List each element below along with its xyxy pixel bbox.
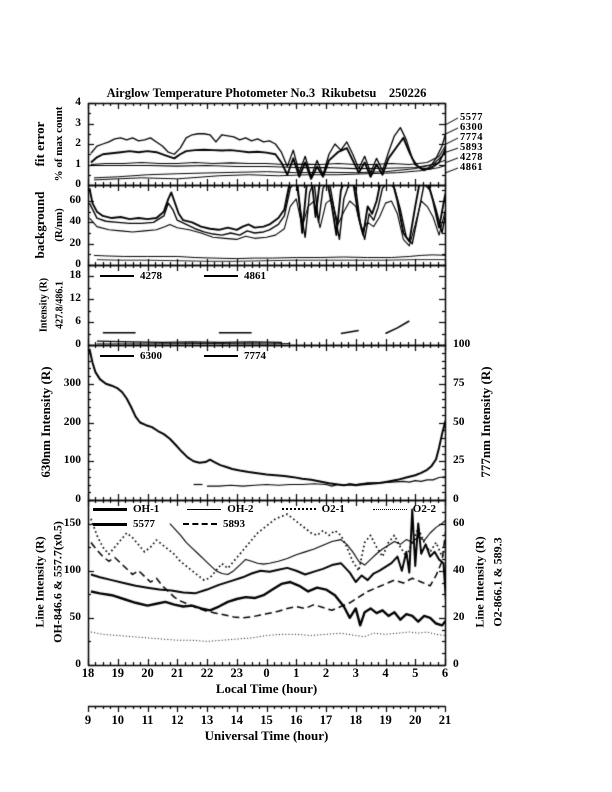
- legend-line-sample: [93, 508, 127, 511]
- legend-line-sample: [187, 509, 221, 510]
- x2tick-label: 17: [319, 713, 333, 727]
- ytick-label: 0: [75, 658, 81, 670]
- xtick-label: 20: [141, 666, 154, 680]
- ytick-label: 0: [453, 493, 459, 505]
- xtick-label: 3: [352, 666, 359, 680]
- legend-line-sample: [373, 509, 407, 510]
- legend-item: [282, 503, 345, 515]
- legend-line-sample: [282, 508, 316, 510]
- ytick-label: 3: [75, 116, 81, 129]
- p5-ylabel-left-inner: OH-846.6 & 557.7(x0.5): [50, 521, 65, 643]
- x2tick-label: 9: [84, 713, 92, 727]
- p1-ylabel-outer: fit error: [32, 121, 47, 167]
- ytick-label: 75: [453, 376, 465, 389]
- legend-row: [93, 503, 464, 515]
- ytick-label: 60: [453, 516, 465, 529]
- legend-line-sample: [100, 355, 134, 357]
- ytick-label: 200: [63, 415, 81, 428]
- x2tick-label: 11: [141, 713, 154, 727]
- xtick-label: 2: [322, 666, 330, 680]
- p3-ylabel-inner: 427.8/486.1: [54, 281, 66, 329]
- legend-item: [93, 518, 155, 530]
- series-fan-label: 7774: [460, 132, 483, 144]
- ytick-label: 0: [75, 493, 81, 505]
- x2-axis-title: Universal Time (hour): [204, 728, 329, 743]
- xtick-label: 23: [230, 666, 243, 680]
- ytick-label: 100: [63, 454, 81, 467]
- p4-ylabel-right: 777nm Intensity (R): [478, 366, 493, 478]
- legend-line-sample: [93, 523, 127, 526]
- x2tick-label: 18: [349, 713, 362, 727]
- ytick-label: 0: [75, 338, 81, 350]
- xtick-label: 1: [293, 666, 300, 680]
- legend-row: [100, 350, 308, 362]
- series-fan-label: 4861: [460, 161, 483, 173]
- x2tick-label: 14: [230, 713, 243, 727]
- legend-item: [100, 270, 162, 282]
- legend-item: [204, 350, 266, 362]
- legend-row: [93, 518, 273, 530]
- ytick-label: 2: [75, 137, 81, 149]
- ytick-label: 150: [63, 516, 81, 529]
- ytick-label: 1: [75, 157, 81, 170]
- xtick-label: 22: [200, 666, 214, 680]
- xtick-label: 19: [111, 666, 124, 680]
- ytick-label: 20: [453, 610, 465, 623]
- legend-item: [93, 503, 159, 515]
- legend-label: OH-2: [227, 503, 254, 515]
- ytick-label: 50: [453, 415, 465, 428]
- x2tick-label: 16: [290, 713, 303, 727]
- legend-row: [100, 270, 308, 282]
- ytick-label: 0: [453, 658, 459, 670]
- xtick-label: 6: [441, 666, 449, 680]
- p5-ylabel-right-outer: O2-866.1 & 589.3: [490, 537, 505, 627]
- x2tick-label: 21: [438, 713, 452, 727]
- xtick-label: 0: [263, 666, 270, 680]
- ytick-label: 0: [75, 178, 81, 190]
- legend-label: OH-1: [133, 503, 160, 515]
- ytick-label: 40: [453, 563, 465, 576]
- page-title: Airglow Temperature Photometer No.3 Rikubetsu 250226: [106, 86, 427, 100]
- p5-ylabel-right-inner: Line Intensity (R): [472, 536, 487, 628]
- ytick-label: 100: [63, 563, 81, 576]
- ytick-label: 4: [75, 96, 81, 108]
- x-axis-title: Local Time (hour): [215, 681, 318, 696]
- ytick-label: 100: [453, 338, 471, 350]
- legend-line-sample: [100, 275, 134, 277]
- legend-item: [183, 518, 245, 530]
- series-fan-label: 5577: [460, 111, 483, 123]
- ytick-label: 50: [69, 610, 81, 623]
- legend-item: [204, 270, 266, 282]
- legend-label: 5577: [133, 518, 155, 530]
- legend-label: O2-1: [321, 503, 345, 515]
- legend-item: [187, 503, 253, 515]
- legend-label: 6300: [140, 350, 162, 362]
- legend-item: [373, 503, 436, 515]
- ytick-label: 60: [69, 194, 81, 206]
- x2tick-label: 10: [111, 713, 124, 727]
- series-fan-label: 5893: [460, 142, 483, 154]
- x2tick-label: 19: [379, 713, 392, 727]
- legend-label: 5893: [223, 518, 245, 530]
- p4-ylabel-left: 630nm Intensity (R): [38, 366, 53, 478]
- series-fan-label: 4278: [460, 151, 483, 163]
- x2tick-label: 12: [171, 713, 184, 727]
- p3-ylabel-outer: Intensity (R): [38, 277, 50, 333]
- p5-ylabel-left-outer: Line Intensity (R): [32, 536, 47, 628]
- legend-label: O2-2: [412, 503, 437, 515]
- ytick-label: 40: [69, 215, 81, 228]
- ytick-label: 25: [453, 454, 465, 467]
- xtick-label: 4: [382, 666, 389, 680]
- legend-line-sample: [204, 355, 238, 357]
- p2-ylabel-inner: (R/nm): [53, 208, 65, 242]
- xtick-label: 21: [171, 666, 184, 680]
- legend-line-sample: [204, 275, 238, 277]
- ytick-label: 12: [69, 292, 81, 305]
- xtick-label: 18: [81, 666, 95, 680]
- ytick-label: 20: [69, 236, 81, 249]
- legend-label: 7774: [244, 350, 266, 362]
- x2tick-label: 15: [260, 713, 273, 727]
- p1-ylabel-inner: % of max count: [53, 106, 65, 182]
- ytick-label: 6: [75, 315, 81, 328]
- legend-label: 4861: [244, 270, 266, 282]
- xtick-label: 5: [412, 666, 419, 680]
- ytick-label: 18: [69, 269, 81, 282]
- x2tick-label: 20: [409, 713, 422, 727]
- legend-label: 4278: [140, 270, 162, 282]
- legend-item: [100, 350, 162, 362]
- x2tick-label: 13: [200, 713, 214, 727]
- ytick-label: 300: [63, 376, 81, 389]
- series-fan-label: 6300: [460, 122, 483, 133]
- p2-ylabel-outer: background: [32, 191, 47, 259]
- legend-line-sample: [183, 523, 217, 525]
- ytick-label: 0: [75, 258, 81, 270]
